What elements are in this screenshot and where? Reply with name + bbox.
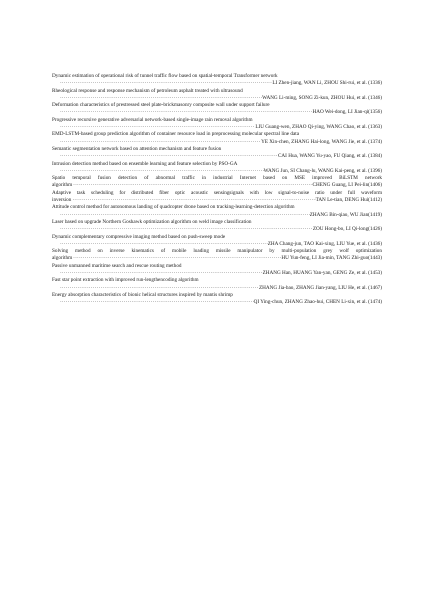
dot-leader	[60, 153, 278, 160]
article-title: Spatio temporal fusion detection of abnormal traffic in industrial Internet based on MSE improved BiLSTM network	[52, 175, 382, 182]
dot-leader	[60, 95, 262, 102]
article-title: Attitude control method for autonomous landing of quadcopter drone based on tracking-learning-detection algorithm	[52, 204, 295, 211]
article-title: Dynamic estimation of operational risk of tunnel traffic flow based on spatial-temporal Transformer network	[52, 73, 278, 79]
author-line	[52, 299, 382, 306]
dot-leader	[60, 226, 313, 233]
toc-entry	[52, 73, 382, 88]
authors-and-page: ZOU Hong-bo, LI Qi-long(1426)	[312, 226, 382, 233]
dot-leader	[60, 241, 268, 248]
toc-entry	[52, 292, 382, 307]
author-line	[52, 153, 382, 160]
toc-entry	[52, 263, 382, 278]
dot-leader	[73, 182, 312, 189]
table-of-contents	[52, 73, 382, 307]
article-title-continuation: algorithm	[52, 255, 73, 262]
dot-leader	[60, 270, 263, 277]
author-line	[52, 80, 382, 87]
dot-leader	[60, 80, 272, 87]
toc-entry	[52, 248, 382, 263]
author-line	[52, 109, 382, 116]
dot-leader	[73, 255, 281, 262]
authors-and-page: WANG Jun, SI Chang-lu, WANG Kai-peng, et al. (1396)	[263, 167, 382, 174]
author-line	[52, 270, 382, 277]
author-line	[52, 139, 382, 146]
article-title: Intrusion detection method based on ensemble learning and feature selection by PSO-GA	[52, 160, 238, 167]
author-line	[52, 168, 382, 175]
author-line	[52, 124, 382, 131]
article-title: Passive unmanned maritime search and rescue routing method	[52, 262, 182, 269]
authors-and-page: HU Yun-feng, LI Jia-min, TANG Zhi-guo(1443)	[281, 255, 382, 262]
authors-and-page: WANG Li-ming, SONG Zi-kun, ZHOU Hui, et al. (1346)	[262, 94, 382, 101]
article-title: Semantic segmentation network based on attention mechanism and feature fusion	[52, 145, 222, 152]
toc-entry	[52, 131, 382, 146]
toc-entry	[52, 175, 382, 190]
toc-entry	[52, 204, 382, 219]
toc-entry	[52, 146, 382, 161]
toc-entry	[52, 117, 382, 132]
author-line	[52, 95, 382, 102]
article-title: Progressive recursive generative adversarial network-based single-image rain removal algorithm	[52, 116, 253, 123]
article-title: Dynamic complementary compressive imaging method based on push-sweep mode	[52, 233, 226, 240]
dot-leader	[60, 285, 259, 292]
toc-entry	[52, 219, 382, 234]
article-title: Solving method on inverse kinematics of mobile loading missile manipulator by multi-population grey wolf optimization	[52, 248, 382, 255]
authors-and-page: CHENG Guang, LI Pei-lin(1406)	[312, 182, 382, 189]
article-title: EMD-LSTM-based group prediction algorithm of container resource load in preprocessing molecular spectral line data	[52, 131, 300, 138]
dot-leader	[60, 124, 255, 131]
author-line	[52, 285, 382, 292]
authors-and-page: LIU Guang-wen, ZHAO Qi-ying, WANG Chao, et al. (1363)	[255, 124, 382, 131]
authors-and-page: LI Zhen-jiang, WAN Li, ZHOU Shi-rui, et al. (1336)	[272, 80, 382, 87]
author-line	[52, 226, 382, 233]
dot-leader	[60, 168, 264, 175]
author-line	[52, 212, 382, 219]
article-title: Energy absorption characteristics of bionic helical structures inspired by mantis shrimp	[52, 291, 233, 298]
dot-leader	[72, 197, 315, 204]
article-title-continuation: algorithm	[52, 182, 73, 189]
authors-and-page: HAO Wei-dong, LI Jian-qi(1356)	[312, 109, 382, 116]
authors-and-page: TAN Le-tian, DENG Hui(1412)	[315, 197, 382, 204]
author-line	[52, 255, 382, 262]
toc-entry	[52, 234, 382, 249]
author-line	[52, 197, 382, 204]
authors-and-page: YE Xin-chen, ZHANG Hai-long, WANG Jie, et al. (1374)	[261, 138, 382, 145]
toc-entry	[52, 277, 382, 292]
toc-entry	[52, 161, 382, 176]
authors-and-page: ZHA Chang-jun, TAO Kai-xing, LIU Yue, et al. (1436)	[267, 240, 382, 247]
author-line	[52, 241, 382, 248]
article-title: Rheological response and response mechanism of petroleum asphalt treated with ultrasound	[52, 87, 243, 94]
dot-leader	[60, 109, 312, 116]
toc-entry	[52, 190, 382, 205]
article-title: Laser based on upgrade Northern Goshawk optimization algorithm on weld image classification	[52, 218, 252, 225]
toc-entry	[52, 102, 382, 117]
author-line	[52, 182, 382, 189]
dot-leader	[60, 139, 261, 146]
authors-and-page: QI Ying-chun, ZHANG Zhao-hui, CHEN Li-xin, et al. (1474)	[253, 299, 382, 306]
dot-leader	[60, 212, 310, 219]
article-title: Fast star point extraction with improved run-lengthencoding algorithm	[52, 277, 199, 284]
article-title: Deformation characteristics of prestressed steel plate-brickmasonry composite wall under support failure	[52, 102, 270, 109]
article-title-continuation: inversion	[52, 197, 72, 204]
authors-and-page: ZHANG Han, HUANG Yan-yan, GENG Ze, et al. (1453)	[262, 270, 382, 277]
authors-and-page: ZHANG Bin-qiao, WU Jian(1419)	[309, 211, 382, 218]
article-title: Adaptive task scheduling for distributed fiber optic acoustic sensingsignals with low signal-to-noise ratio under full waveform	[52, 189, 382, 196]
authors-and-page: ZHANG Jia-bao, ZHANG Jian-yang, LIU He, et al. (1467)	[258, 284, 382, 291]
dot-leader	[60, 299, 254, 306]
toc-entry	[52, 88, 382, 103]
authors-and-page: CAI Hua, WANG Yu-yao, FU Qiang, et al. (1384)	[277, 153, 382, 160]
